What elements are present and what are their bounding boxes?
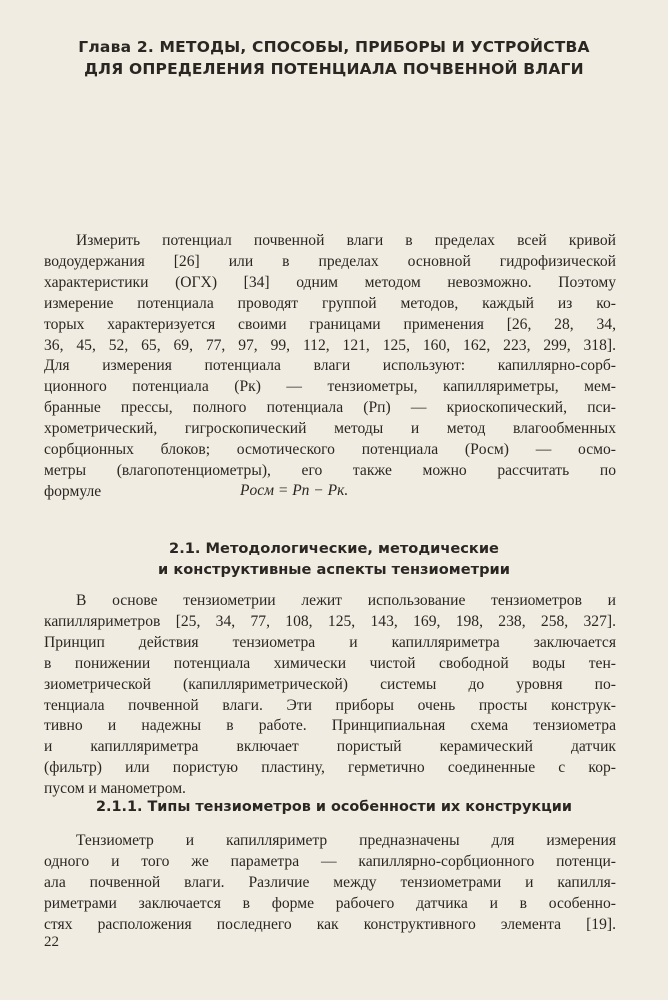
page-number: 22 xyxy=(44,934,59,950)
text-line: (фильтр) или пористую пластину, герметично соединенные с кор- xyxy=(44,759,616,777)
text-line: одного и того же параметра — капиллярно-сорбционного потенци- xyxy=(44,852,616,870)
text-line: бранные прессы, полного потенциала (Pп) — криоскопический, пси- xyxy=(44,399,616,417)
text-line: торых характеризуется своими границами применения [26, 28, 34, xyxy=(44,315,616,333)
text-line: риметрами заключается в форме рабочего датчика и в особенно- xyxy=(44,894,616,912)
section-paragraph xyxy=(44,591,616,800)
text-line: В основе тензиометрии лежит использование тензиометров и xyxy=(76,592,616,609)
chapter-title-line: ДЛЯ ОПРЕДЕЛЕНИЯ ПОТЕНЦИАЛА ПОЧВЕННОЙ ВЛАГИ xyxy=(84,60,584,78)
text-line: тивно и надежны в работе. Принципиальная схема тензиометра xyxy=(44,717,616,735)
text-line: Принцип действия тензиометра и капилляриметра заключается xyxy=(44,633,616,651)
text-line: пусом и манометром. xyxy=(44,780,186,798)
text-line: формуле xyxy=(44,482,102,500)
text-line: измерение потенциала проводят группой методов, каждый из ко- xyxy=(44,294,616,312)
text-line: тенциала почвенной влаги. Эти приборы очень просты конструк- xyxy=(44,696,616,714)
text-line: Тензиометр и капилляриметр предназначены для измерения xyxy=(76,832,616,849)
subsection-title: 2.1.1. Типы тензиометров и особенности их конструкции xyxy=(96,799,572,815)
intro-paragraph xyxy=(44,231,616,503)
chapter-title xyxy=(40,36,628,80)
section-title-line: 2.1. Методологические, методические xyxy=(169,540,499,557)
osmotic-potential-formula: Pосм = Pп − Pк. xyxy=(240,482,349,499)
text-line: хрометрический, гигроскопический методы и метод влагообменных xyxy=(44,420,616,438)
text-line: в понижении потенциала химически чистой свободной воды тен- xyxy=(44,654,616,672)
text-line: капилляриметров [25, 34, 77, 108, 125, 143, 169, 198, 238, 258, 327]. xyxy=(44,612,616,630)
text-line: ала почвенной влаги. Различие между тензиометрами и капилля- xyxy=(44,873,616,891)
text-line: 36, 45, 52, 65, 69, 77, 97, 99, 112, 121, 125, 160, 162, 223, 299, 318]. xyxy=(44,336,616,354)
text-line: сорбционных блоков; осмотического потенциала (Pосм) — осмо- xyxy=(44,441,616,459)
section-title xyxy=(40,538,628,580)
section-title-line: и конструктивные аспекты тензиометрии xyxy=(158,561,510,578)
text-line: Для измерения потенциала влаги используют: капиллярно-сорб- xyxy=(44,357,616,375)
subsection-paragraph xyxy=(44,831,616,936)
text-line: метры (влагопотенциометры), его также можно рассчитать по xyxy=(44,461,616,479)
text-line: ционного потенциала (Pк) — тензиометры, капилляриметры, мем- xyxy=(44,378,616,396)
text-line: стях расположения последнего как конструктивного элемента [19]. xyxy=(44,915,616,933)
text-line: Измерить потенциал почвенной влаги в пределах всей кривой xyxy=(76,232,616,249)
text-line: и капилляриметра включает пористый керамический датчик xyxy=(44,738,616,756)
text-line: зиометрической (капилляриметрической) системы до уровня по- xyxy=(44,675,616,693)
chapter-title-line: Глава 2. МЕТОДЫ, СПОСОБЫ, ПРИБОРЫ И УСТРОЙСТВА xyxy=(78,38,590,56)
text-line: характеристики (ОГХ) [34] одним методом невозможно. Поэтому xyxy=(44,273,616,291)
text-line: водоудержания [26] или в пределах основной гидрофизической xyxy=(44,252,616,270)
